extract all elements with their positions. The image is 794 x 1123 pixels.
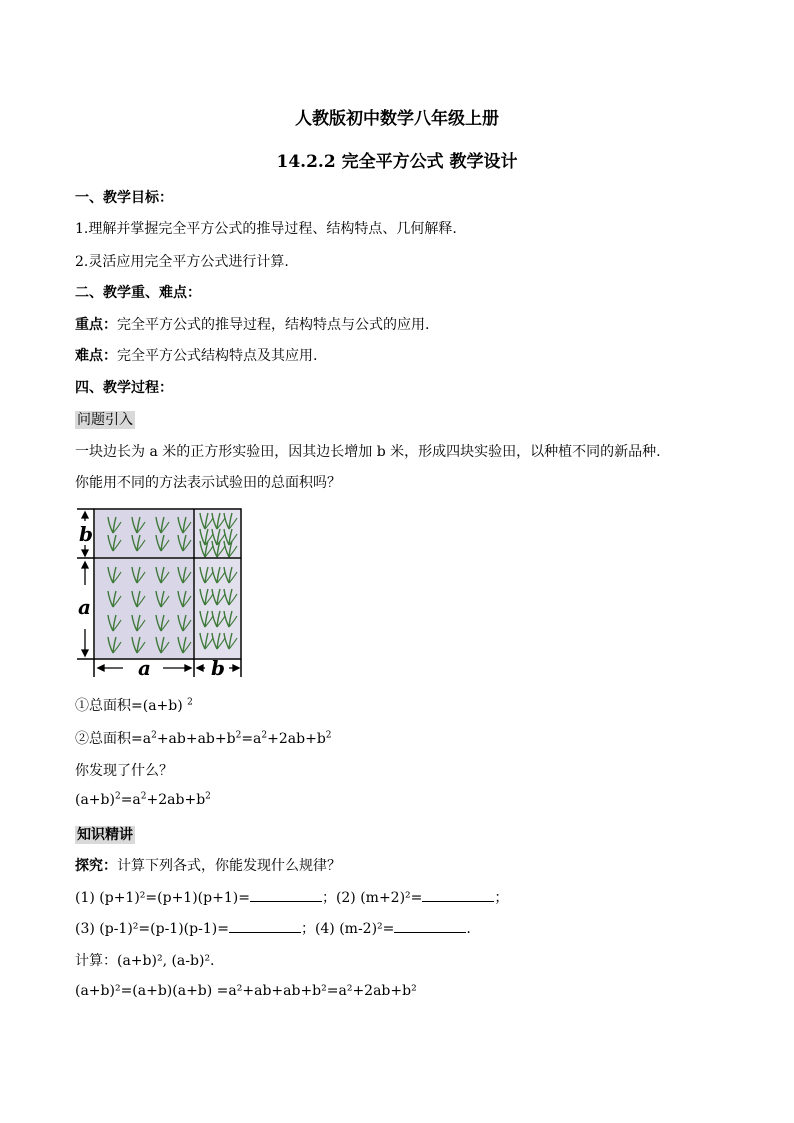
key-point-label: 重点： [75,317,117,333]
intro-tag-label: 问题引入 [77,412,133,428]
explore-line [75,855,341,875]
explore-label: 探究： [75,858,117,874]
intro-paragraph-1: 一块边长为 a 米的正方形实验田，因其边长增加 b 米，形成四块实验田，以种植不同的新品种. [75,444,661,460]
label-a-horizontal: a [138,656,151,680]
answer-blank-4[interactable] [394,918,466,933]
square-field-figure [75,505,245,680]
goal-item-1: 1.理解并掌握完全平方公式的推导过程、结构特点、几何解释. [75,221,457,237]
knowledge-tag [75,824,135,844]
knowledge-tag-label: 知识精讲 [77,827,133,843]
explore-text: 计算下列各式，你能发现什么规律？ [117,858,341,874]
result-1: ①总面积=(a+b) $^2$ [75,697,193,714]
answer-blank-3[interactable] [229,918,301,933]
goal-item-2: 2.灵活应用完全平方公式进行计算. [75,254,289,270]
section-heading-goals: 一、教学目标： [75,190,173,206]
label-b-vertical: b [79,522,93,546]
calc-prompt: 计算：(a+b)², (a-b)². [75,953,215,969]
section-heading-process: 四、教学过程： [75,380,173,396]
discovery-question: 你发现了什么？ [75,763,173,779]
document-subtitle: 14.2.2 完全平方公式 教学设计 [276,152,518,172]
difficult-point-text: 完全平方公式结构特点及其应用. [117,348,318,364]
answer-blank-1[interactable] [250,887,322,902]
label-a-vertical: a [78,595,91,619]
section-heading-keypoints: 二、教学重、难点： [75,285,201,301]
result-2: ②总面积$=a^2+ab+ab+b^2=a^2+2ab+b^2$ [75,730,332,747]
exercise-row-1: (1) (p+1)²=(p+1)(p+1)= ；(2) (m+2)²= ； [75,887,508,907]
difficult-point-label: 难点： [75,348,117,364]
intro-tag [75,409,135,429]
answer-blank-2[interactable] [422,887,494,902]
formula-result: $(a+b)^2=a^2+2ab+b^2$ [75,791,211,808]
exercise-row-2: (3) (p-1)²=(p-1)(p-1)= ；(4) (m-2)²= . [75,918,471,938]
label-b-horizontal: b [211,656,225,680]
difficult-point [75,345,317,365]
key-point [75,314,429,334]
expansion-formula: (a+b)²=(a+b)(a+b) =a²+ab+ab+b²=a²+2ab+b² [75,983,417,999]
intro-paragraph-2: 你能用不同的方法表示试验田的总面积吗？ [75,475,341,491]
document-title: 人教版初中数学八年级上册 [295,109,499,129]
key-point-text: 完全平方公式的推导过程，结构特点与公式的应用. [117,317,430,333]
